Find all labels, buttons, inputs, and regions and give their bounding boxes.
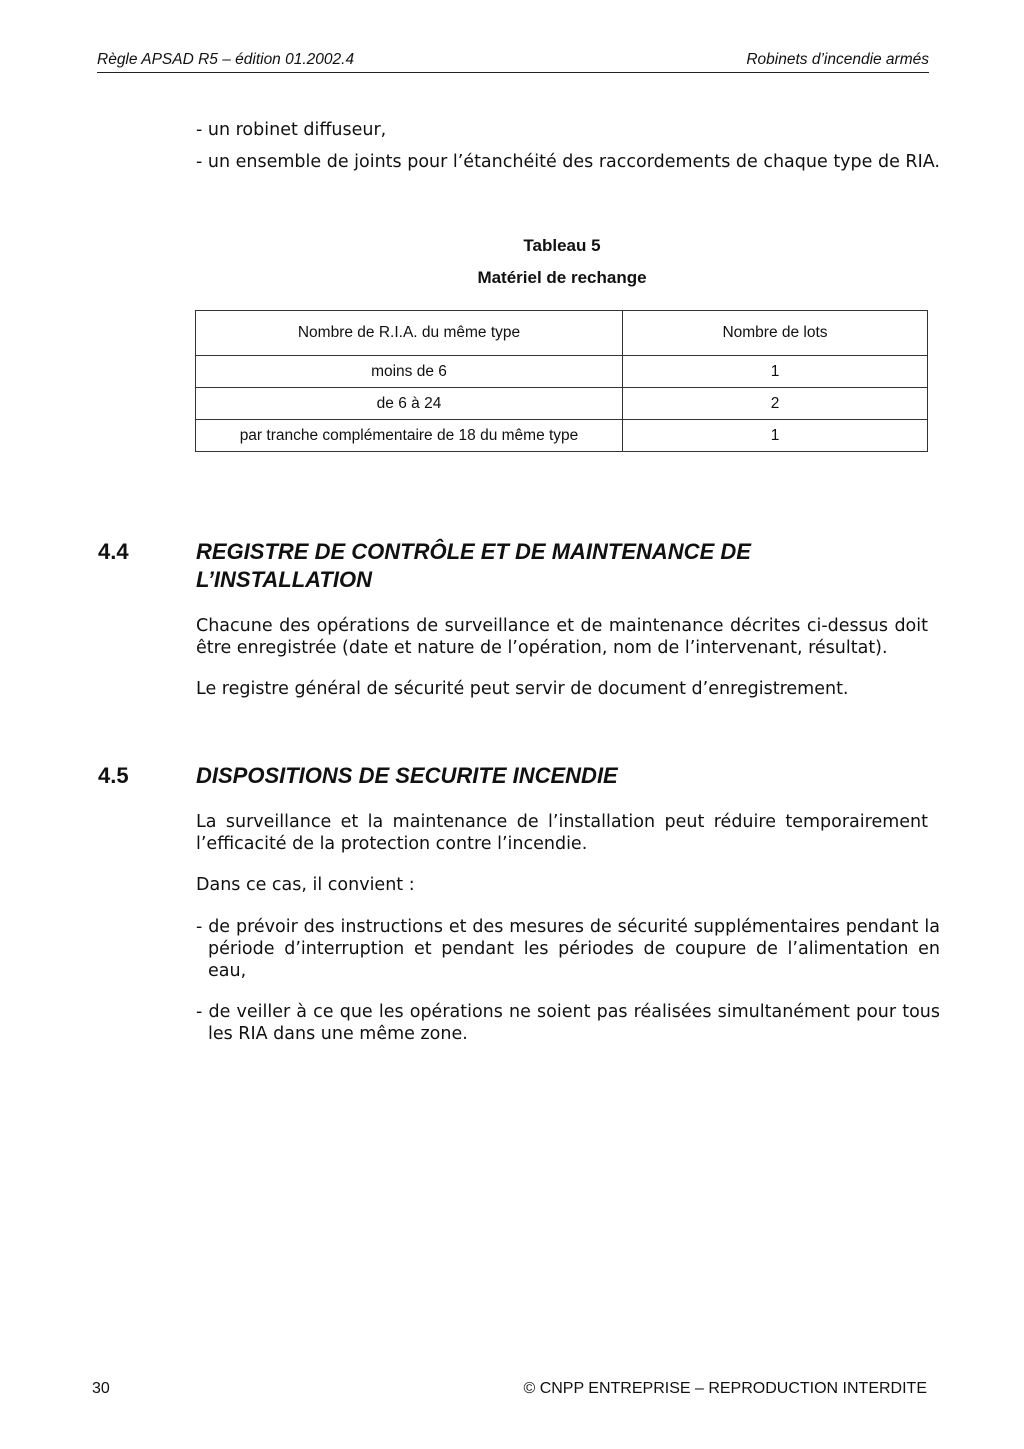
section-number: 4.4 <box>98 539 129 564</box>
section-title: REGISTRE DE CONTRÔLE ET DE MAINTENANCE DE L’INSTALLATION <box>196 539 751 592</box>
section-paragraph: La surveillance et la maintenance de l’installation peut réduire temporairement l’efficacité de la protection contre l’incendie. <box>196 812 928 854</box>
page-number: 30 <box>92 1380 110 1397</box>
table-title: Matériel de rechange <box>477 268 647 287</box>
table-header-row <box>196 311 928 356</box>
section-paragraph: Chacune des opérations de surveillance et de maintenance décrites ci-dessus doit être enregistrée (date et nature de l’opération, nom de l’intervenant, résultat). <box>196 616 928 658</box>
spare-parts-table <box>195 310 928 452</box>
table-row <box>196 356 928 388</box>
table-cell: 2 <box>623 388 928 420</box>
table-cell: moins de 6 <box>196 356 623 388</box>
section-bullet: - de prévoir des instructions et des mesures de sécurité supplémentaires pendant la période d’interruption et pendant les périodes de coupure de l’alimentation en eau, <box>196 917 940 981</box>
header-chapter-title: Robinets d’incendie armés <box>746 51 929 68</box>
table-caption: Tableau 5 <box>523 236 601 255</box>
intro-bullet-1: - un robinet diffuseur, <box>196 120 387 140</box>
table-cell: par tranche complémentaire de 18 du même type <box>196 420 623 452</box>
section-title: DISPOSITIONS DE SECURITE INCENDIE <box>196 763 618 788</box>
section-paragraph: Le registre général de sécurité peut servir de document d’enregistrement. <box>196 679 849 699</box>
header-document-reference: Règle APSAD R5 – édition 01.2002.4 <box>97 51 355 68</box>
footer-copyright: © CNPP ENTREPRISE – REPRODUCTION INTERDITE <box>523 1380 927 1397</box>
table-cell: de 6 à 24 <box>196 388 623 420</box>
section-number: 4.5 <box>98 763 129 788</box>
intro-bullet-2: - un ensemble de joints pour l’étanchéité des raccordements de chaque type de RIA. <box>196 152 940 172</box>
table-cell: 1 <box>623 356 928 388</box>
table-header-cell: Nombre de R.I.A. du même type <box>196 311 623 356</box>
section-paragraph: Dans ce cas, il convient : <box>196 875 415 895</box>
table-row <box>196 420 928 452</box>
table-cell: 1 <box>623 420 928 452</box>
page-header <box>97 50 929 73</box>
table-header-cell: Nombre de lots <box>623 311 928 356</box>
table-row <box>196 388 928 420</box>
section-bullet: - de veiller à ce que les opérations ne soient pas réalisées simultanément pour tous les RIA dans une même zone. <box>196 1002 940 1044</box>
